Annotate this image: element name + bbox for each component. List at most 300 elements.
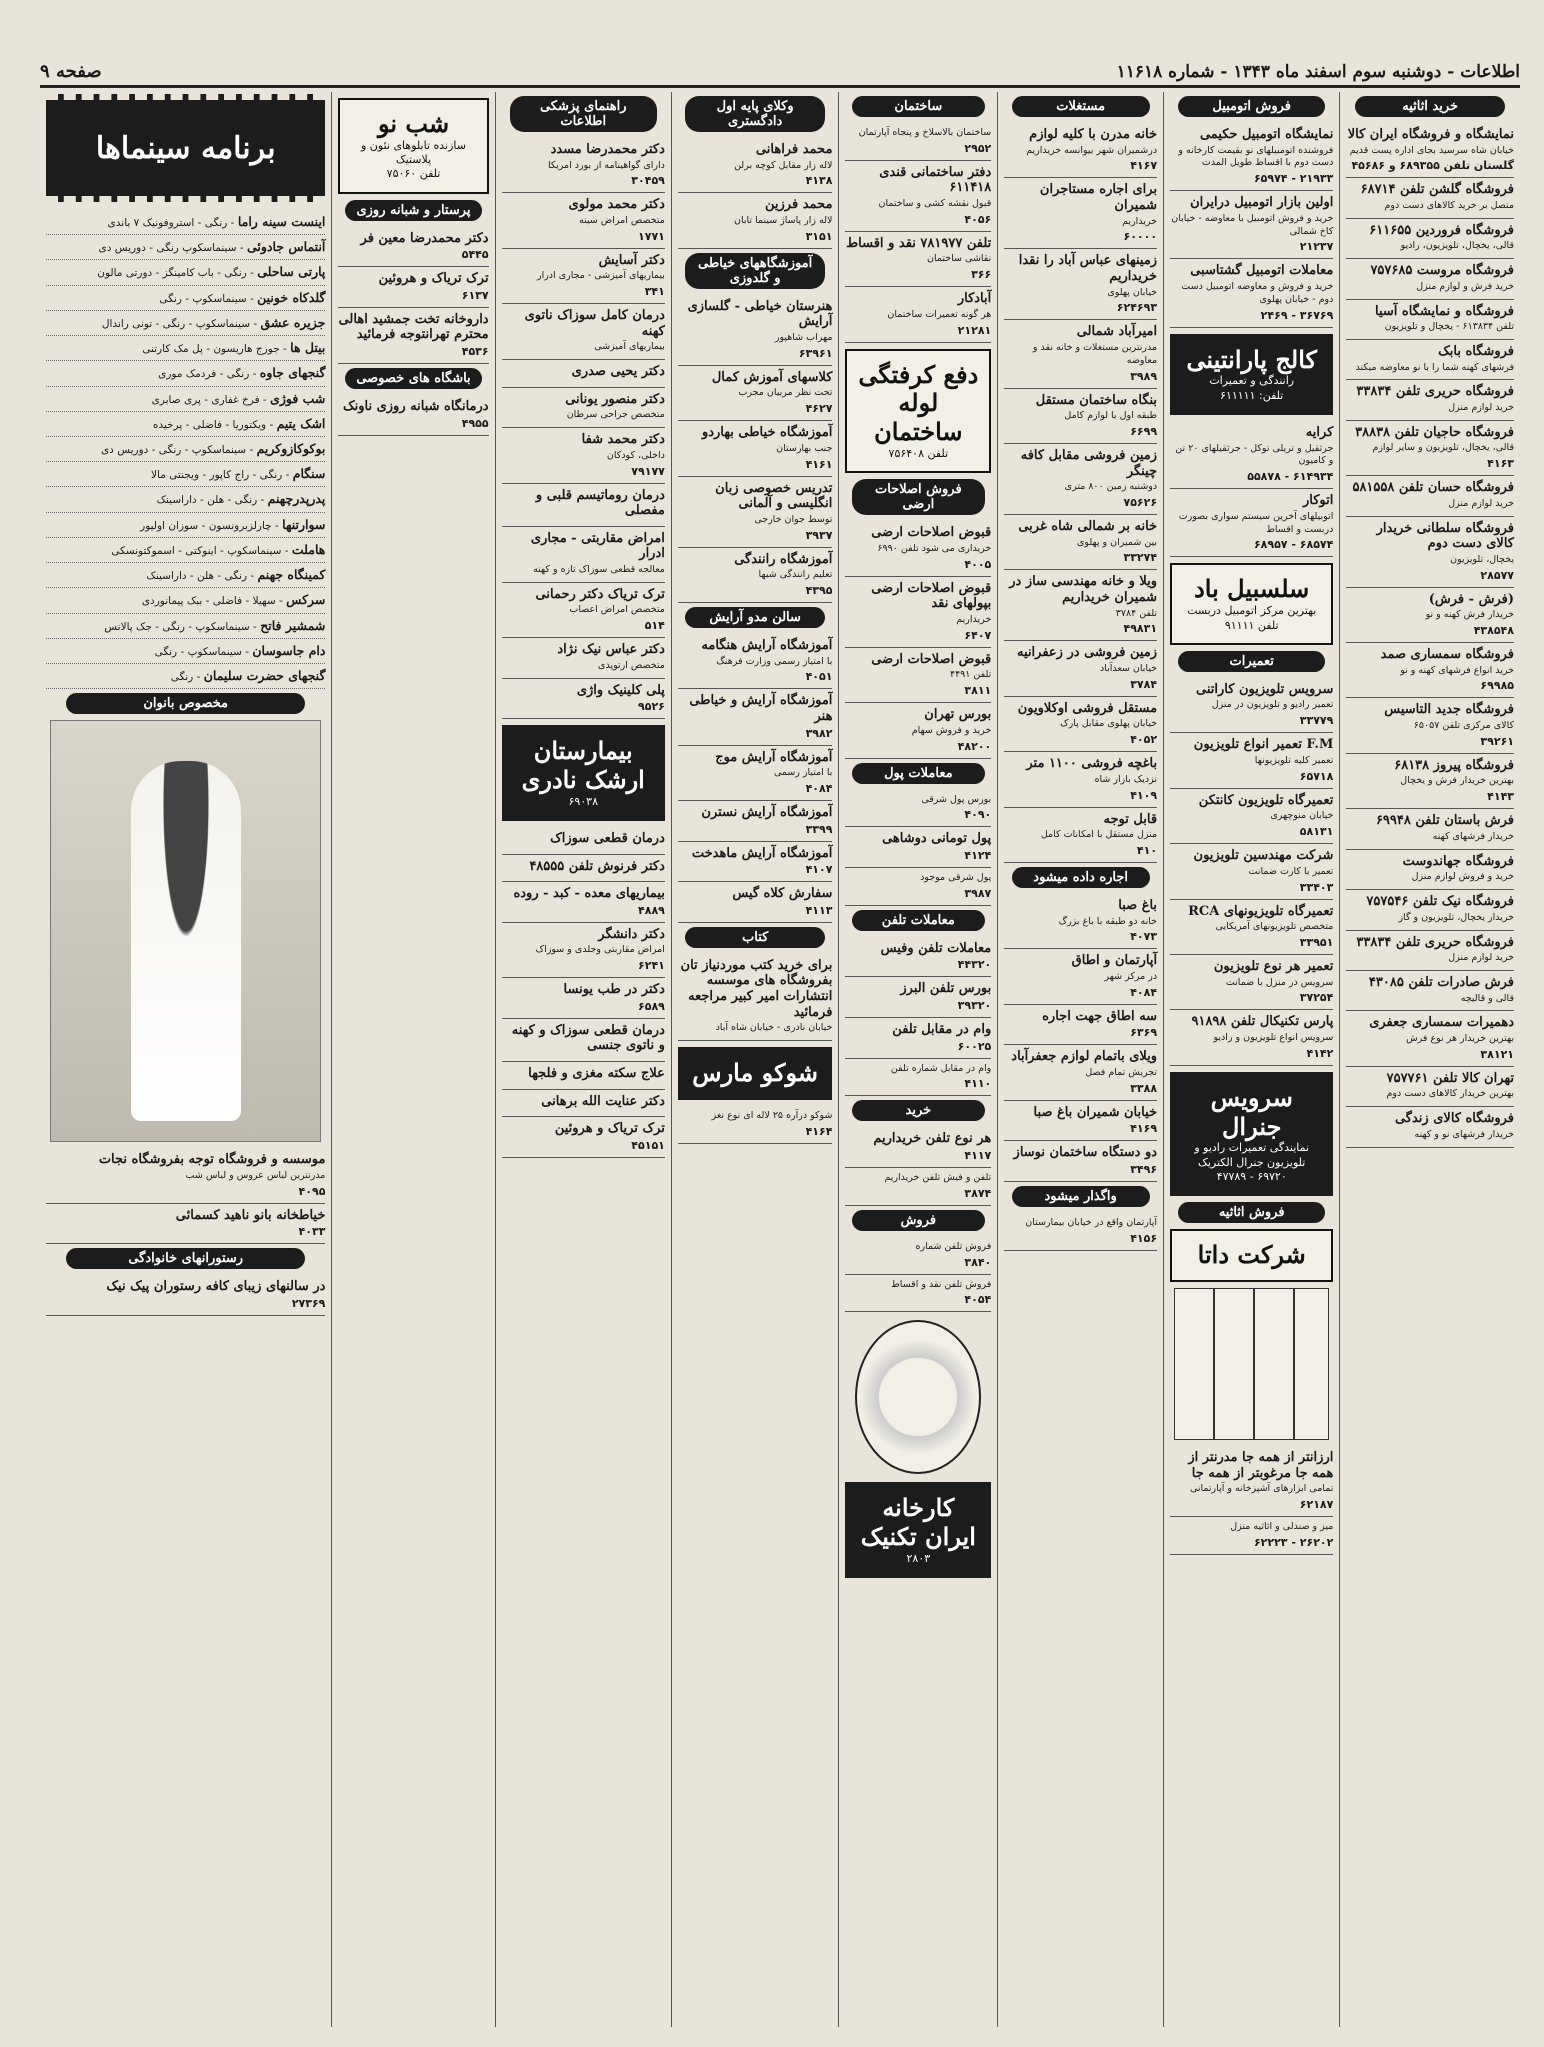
ad-text: متخصص تلویزیونهای آمریکایی — [1215, 921, 1334, 933]
ad-title: فروشگاه نیک تلفن ۷۵۷۵۴۶ — [1366, 894, 1514, 910]
classified-ad — [845, 648, 991, 703]
cinema-details: - رنگی - هلن - داراسینک — [156, 494, 268, 507]
ad-text: خریداری می شود تلفن ۶۹۹۰ — [877, 542, 992, 554]
ad-title: دکتر عنایت الله برهانی — [541, 1093, 665, 1109]
section-heading: آموزشگاههای خیاطی و گلدوزی — [685, 253, 825, 289]
ad-text: متخصص امراض سینه — [578, 215, 665, 226]
classified-ad — [1004, 320, 1157, 388]
classified-ad — [502, 1117, 665, 1158]
classified-ad — [1170, 733, 1333, 788]
classified-ad — [845, 868, 991, 906]
classified-ad — [1004, 123, 1157, 178]
cinema-listing — [46, 437, 325, 462]
classified-ad — [502, 304, 665, 360]
ad-text: متصل بر خرید کالاهای دست دوم — [1384, 200, 1514, 211]
cinema-listing — [46, 235, 325, 260]
display-ad-box — [678, 1047, 833, 1100]
classified-ad — [338, 267, 488, 308]
classified-ad — [1170, 900, 1333, 955]
classified-ad — [1346, 931, 1514, 971]
classified-ad — [1346, 380, 1514, 420]
ad-text: خیابان منوچهری — [1270, 810, 1334, 822]
ad-title: خیابان شمیران باغ صبا — [1033, 1104, 1158, 1120]
ad-phone: ۴۹۵۵ — [461, 416, 489, 430]
ad-phone: ۴۱۶۴ — [805, 1124, 833, 1138]
classified-ad — [845, 1018, 991, 1059]
ad-phone: ۲۸۵۷۷ — [1480, 568, 1514, 582]
classified-ad — [678, 366, 833, 421]
ad-title: برای اجاره مستاجران شمیران — [1039, 182, 1158, 213]
cinema-details: - رنگی - هلن - داراسینک — [146, 570, 258, 583]
ad-text: لاله زار مقابل کوچه برلن — [734, 159, 833, 171]
ad-text: بورس پول شرقی — [921, 793, 992, 805]
ad-title: فروشگاه و نمایشگاه آسیا — [1374, 303, 1514, 319]
ad-phone: ۳۶۷۶۹ - ۲۴۶۹ — [1260, 308, 1334, 322]
ad-title: پارس تکنیکال تلفن ۹۱۸۹۸ — [1191, 1014, 1334, 1030]
columns — [40, 92, 1520, 2027]
column-doctors — [495, 92, 671, 2027]
classified-ad — [678, 882, 833, 923]
classified-ad — [502, 855, 665, 883]
ad-title: ویلا و خانه مهندسی ساز در شمیران خریداریم — [1009, 574, 1158, 606]
classified-ad — [502, 679, 665, 720]
ad-title: درمانگاه شبانه روزی ناونک — [342, 399, 489, 415]
display-ad-box — [1170, 1072, 1333, 1196]
ad-phone: ۴۰۹۵ — [298, 1184, 326, 1198]
ad-title: دکتر فرنوش تلفن ۴۸۵۵۵ — [529, 858, 665, 874]
section-heading: اجاره داده میشود — [1012, 867, 1150, 888]
cinema-listing — [46, 563, 325, 588]
ad-title: تعمیرگاه تلویزیون کانتکن — [1198, 792, 1334, 808]
ad-text: خیابان شاه سرسید بجای اداره پست قدیم — [1349, 144, 1514, 156]
ad-title: فروشگاه فروردین ۶۱۱۶۵۵ — [1369, 222, 1514, 238]
ad-title: آموزشگاه آرایش هنگامه — [701, 638, 833, 654]
display-ad-title: شرکت داتا — [1197, 1240, 1306, 1270]
cinema-listing — [46, 538, 325, 563]
display-ad-box — [502, 725, 665, 821]
ad-title: فروشگاه گلشن تلفن ۶۸۷۱۴ — [1360, 182, 1514, 198]
ad-title: تعمیر هر نوع تلویزیون — [1213, 958, 1334, 974]
ad-title: آموزشگاه آرایش و خیاطی هنر — [689, 693, 833, 725]
column-real-estate — [997, 92, 1163, 2027]
classified-ad — [678, 634, 833, 689]
classified-ad — [845, 287, 991, 342]
ad-title: فروشگاه بابک — [1438, 344, 1514, 360]
classified-ad — [1346, 1067, 1514, 1107]
ad-phone: ۶۵۸۹ — [638, 999, 665, 1013]
cinema-name: اینست سینه راما — [237, 214, 326, 229]
ad-text: میز و صندلی و اثاثیه منزل — [1230, 1521, 1334, 1532]
ad-title: هنرستان خیاطی - گلسازی آرایش — [687, 298, 833, 330]
ad-title: فرش باستان تلفن ۶۹۹۴۸ — [1375, 813, 1514, 829]
ad-title: قبوض اصلاحات ارضی بپولهای نقد — [871, 580, 992, 612]
ad-phone: ۴۰۸۴ — [1130, 985, 1158, 999]
cinema-details: - سینماسکوپ - رنگی - جک پالانس — [104, 620, 261, 633]
ad-phone: ۳۳۹۹ — [805, 822, 833, 836]
ad-text: تعلیم رانندگی شبها — [758, 569, 833, 581]
ad-title: F.M تعمیر انواع تلویزیون — [1193, 737, 1334, 753]
ad-title: فروشگاه کالای زندگی — [1394, 1111, 1514, 1127]
display-ad-text: رانندگی و تعمیرات — [1209, 374, 1295, 388]
ad-text: بیماریهای آمیزشی — [594, 341, 665, 353]
ad-phone: ۴۱۱۳ — [805, 903, 833, 917]
classified-ad — [1346, 517, 1514, 588]
cinema-banner-title: برنامه سینماها — [95, 130, 276, 166]
ad-text: تلفن ۶۱۳۸۳۴ - یخچال و تلویزیون — [1384, 321, 1514, 333]
ad-text: سرویس در منزل با ضمانت — [1225, 976, 1334, 988]
section-heading: تعمیرات — [1178, 651, 1325, 672]
ad-text: خرید و فروش و معاوضه اتومبیل دست دوم - خیابان پهلوی — [1181, 281, 1334, 305]
classified-ad — [678, 138, 833, 193]
ad-title: بورس تلفن البرز — [900, 981, 992, 997]
classified-ad — [502, 484, 665, 527]
ad-phone: ۶۶۹۹ — [1130, 425, 1158, 439]
ad-title: هر نوع تلفن خریداریم — [873, 1131, 992, 1147]
cinema-listing — [46, 487, 325, 512]
ad-text: متخصص امراض اعصاب — [569, 604, 665, 616]
ad-phone: ۴۱۱۷ — [964, 1148, 992, 1162]
ad-phone: ۴۱۶۱ — [805, 457, 833, 471]
ad-phone: ۲۷۳۶۹ — [291, 1296, 326, 1310]
cinema-details: - جورج هاریسون - پل مک کارتنی — [142, 343, 291, 356]
display-ad-box — [845, 349, 991, 474]
display-ad-phone: ۶۹۷۲۰ - ۴۷۷۸۹ — [1216, 1169, 1287, 1183]
ad-title: زمین فروشی در زعفرانیه — [1017, 645, 1158, 661]
masthead-issue: اطلاعات - دوشنبه سوم اسفند ماه ۱۳۴۳ - شماره ۱۱۶۱۸ — [1116, 62, 1520, 82]
column-building — [838, 92, 997, 2027]
ad-title: محمد فرزین — [765, 197, 833, 213]
classified-ad — [502, 388, 665, 428]
ad-title: دفتر ساختمانی قندی ۶۱۱۴۱۸ — [879, 164, 992, 196]
ad-text: سرویس انواع تلویزیون و رادیو — [1213, 1031, 1334, 1043]
classified-ad — [845, 1237, 991, 1275]
ad-text: با امتیاز رسمی وزارت فرهنگ — [716, 655, 833, 667]
cinema-details: - سهیلا - فاضلی - ببک پیمانوردی — [141, 595, 287, 608]
ad-title: اتوکار — [1302, 493, 1334, 509]
ad-text: خرید انواع فرشهای کهنه و نو — [1400, 664, 1514, 676]
ad-title: دکتر منصور یونانی — [565, 391, 665, 407]
ad-phone: ۳۷۸۴ — [1130, 677, 1158, 691]
classified-ad — [1346, 971, 1514, 1011]
ad-title: خانه بر شمالی شاه غربی — [1018, 519, 1158, 535]
display-ad-box — [1170, 563, 1333, 644]
ad-phone: ۳۶۶ — [971, 268, 992, 282]
ad-title: فروشگاه جهاندوست — [1402, 853, 1514, 869]
cinema-listing — [46, 664, 325, 689]
cinema-details: - سینماسکوپ رنگی - دوریس دی — [98, 242, 247, 255]
ad-text: امراض مقاربتی وجلدی و سوزاک — [535, 944, 665, 956]
ad-phone: ۳۳۸۸ — [1130, 1081, 1158, 1095]
classified-ad — [678, 746, 833, 801]
classified-ad — [845, 1168, 991, 1206]
ad-text: قالی، یخچال، تلویزیون و سایر لوازم — [1372, 442, 1514, 454]
classified-ad — [1346, 421, 1514, 476]
ad-title: تدریس خصوصی زبان انگلیسی و آلمانی — [715, 480, 833, 512]
ad-phone: ۵۸۱۳۱ — [1299, 825, 1334, 839]
classified-ad — [46, 1204, 325, 1245]
cinema-name: بوکوکازوکریم — [256, 440, 326, 456]
ad-text: خریداریم — [956, 613, 992, 625]
cinema-details: - سینماسکوپ - رنگی - دوریس دی — [100, 443, 257, 456]
ad-text: توسط جوان خارجی — [754, 513, 833, 525]
ad-phone: ۵۱۴ — [644, 619, 665, 633]
classified-ad — [845, 123, 991, 161]
ad-phone: ۴۰۰۵ — [964, 557, 992, 571]
section-heading: معاملات پول — [852, 763, 985, 784]
ad-text: خرید فرش و لوازم منزل — [1416, 280, 1514, 292]
classified-ad — [678, 477, 833, 548]
cinema-listing — [46, 387, 325, 412]
ad-title: درمان روماتیسم قلبی و مفصلی — [535, 487, 665, 519]
ad-title: کلاسهای آموزش کمال — [711, 369, 833, 385]
ad-text: طبقه اول با لوازم کامل — [1064, 410, 1158, 422]
ad-phone: ۳۳۲۷۴ — [1123, 551, 1158, 565]
ad-title: فروشگاه مروست ۷۵۷۶۸۵ — [1370, 263, 1514, 279]
ad-phone: ۶۲۴۶۹۳ — [1116, 301, 1158, 315]
classified-ad — [1346, 1107, 1514, 1147]
ad-title: فروشگاه حسان تلفن ۵۸۱۵۵۸ — [1352, 480, 1514, 496]
ad-phone: گلستان تلفن ۶۸۹۳۵۵ و ۴۵۶۸۶ — [1351, 159, 1514, 173]
ad-phone: ۴۱۴۲ — [1306, 1046, 1334, 1060]
bride-figure — [131, 761, 241, 1121]
cinema-listing — [46, 361, 325, 386]
cinema-name: هاملت — [291, 541, 326, 557]
ad-phone: ۱۷۷۱ — [638, 229, 665, 243]
ad-text: درشمیران شهر بیوانسه خریداریم — [1026, 144, 1158, 156]
classified-ad — [502, 978, 665, 1019]
ad-title: دکتر عباس نیک نژاد — [557, 642, 665, 658]
cinema-name: سنگام — [292, 466, 326, 482]
ad-text: مدرنترین لباس عروس و لباس شب — [185, 1169, 326, 1181]
ad-title: دکتر محمدرضا معین فر — [360, 230, 489, 246]
ad-text: کالای مرکزی تلفن ۶۵۰۵۷ — [1413, 720, 1514, 732]
ad-title: سفارش کلاه گیس — [732, 886, 833, 902]
classified-ad — [1004, 570, 1157, 641]
display-ad-title: سرویس جنرال — [1210, 1082, 1293, 1141]
display-ad-phone: تلفن ۹۱۱۱۱ — [1224, 618, 1279, 632]
ad-phone: ۴۱۶۳ — [1487, 457, 1514, 471]
classified-ad — [1170, 678, 1333, 733]
ad-text: پول شرقی موجود — [920, 871, 992, 883]
cinema-details: - رنگی - استروفونیک ۷ باندی — [107, 217, 238, 229]
classified-ad — [1346, 178, 1514, 218]
ad-text: دوشنبه زمین ۸۰۰ متری — [1064, 481, 1158, 493]
ad-title: فرش صادرات تلفن ۴۳۰۸۵ — [1368, 974, 1514, 990]
ad-title: ترک تریاک و هروئین — [554, 1121, 665, 1137]
display-ad-phone: ۲۸۰۳ — [906, 1551, 931, 1565]
ad-text: مدرنترین مستغلات و خانه نقد و معاوضه — [1032, 342, 1158, 366]
classified-ad — [1004, 697, 1157, 752]
cinema-listing — [46, 412, 325, 437]
ad-phone: ۴۳۹۵ — [805, 584, 833, 598]
ad-phone: ۳۹۳۲۰ — [957, 998, 992, 1012]
classified-ad — [502, 882, 665, 923]
cinema-details: - رنگی — [170, 670, 204, 683]
display-ad-box — [1170, 1229, 1333, 1282]
classified-ad — [678, 801, 833, 842]
ad-phone: ۴۱۶۷ — [1130, 159, 1158, 173]
ad-title: شرکت مهندسین تلویزیون — [1193, 848, 1334, 864]
classified-ad — [1004, 752, 1157, 807]
classified-ad — [1346, 809, 1514, 849]
ad-title: فروشگاه سلطانی خریدار کالای دست دوم — [1376, 520, 1514, 552]
ad-phone: ۴۸۸۹ — [638, 903, 665, 917]
ad-phone: ۴۰۵۱ — [805, 670, 833, 684]
classified-ad — [502, 583, 665, 638]
ad-text: قبول نقشه کشی و ساختمان — [878, 198, 992, 209]
ad-text: خرید لوازم منزل — [1448, 402, 1514, 414]
ad-text: داخلی، کودکان — [606, 449, 665, 461]
ad-text: دارای گواهینامه از بورد امریکا — [548, 159, 665, 171]
ad-phone: ۴۱۴۳ — [1487, 790, 1514, 804]
ad-text: منزل مستقل با امکانات کامل — [1040, 829, 1158, 841]
classified-ad — [338, 308, 488, 364]
ad-text: متخصص جراحی سرطان — [566, 409, 665, 421]
furniture-illustration — [1174, 1288, 1329, 1440]
ad-phone: ۴۰۵۶ — [964, 212, 992, 226]
ad-phone: ۴۱۰ — [1136, 844, 1158, 858]
cinema-name: گنجهای جاوه — [259, 365, 326, 381]
column-misc — [331, 92, 494, 2027]
classified-ad — [502, 249, 665, 304]
ad-phone: ۳۸۱۲۱ — [1480, 1047, 1514, 1061]
classified-ad — [845, 1059, 991, 1097]
ad-phone: ۳۸۷۴ — [964, 1186, 992, 1200]
ad-title: ترک تریاک و هروئین — [378, 271, 489, 287]
classified-ad — [46, 1275, 325, 1316]
cinema-details: - چارلزبرونسون - سوزان اولیور — [140, 519, 283, 532]
classified-ad — [678, 295, 833, 366]
ad-phone: ۲۹۵۲ — [964, 141, 992, 155]
ad-title: بنگاه ساختمان مستقل — [1035, 392, 1158, 408]
classified-ad — [1004, 515, 1157, 570]
section-heading: خرید اثاثیه — [1355, 96, 1505, 117]
cinema-details: - رنگی - فردمک موری — [158, 368, 260, 381]
ad-text: بهترین خریدار کالاهای دست دوم — [1386, 1088, 1514, 1100]
ad-title: بورس تهران — [924, 707, 992, 723]
display-ad-box — [338, 98, 488, 194]
ad-title: دکتر در طب یونسا — [563, 982, 665, 998]
cinema-name: پدرپدرچهنم — [267, 491, 326, 507]
ad-text: تعمیر رادیو و تلویزیون در منزل — [1211, 699, 1334, 711]
classified-ad — [1170, 844, 1333, 899]
ad-phone: ۳۸۴۰ — [964, 1255, 992, 1269]
ad-phone: ۶۲۴۱ — [638, 959, 665, 973]
ad-phone: ۴۱۲۴ — [964, 848, 992, 862]
classified-ad — [502, 1019, 665, 1062]
cinema-details: - سینماسکوپ - رنگی — [154, 645, 253, 658]
ad-title: خانه مدرن با کلیه لوازم — [1029, 127, 1158, 142]
classified-ad — [845, 937, 991, 978]
ad-title: آموزشگاه آرایش ماهدخت — [691, 845, 833, 861]
ad-phone: ۳۹۸۷ — [964, 886, 992, 900]
classified-ad — [1004, 641, 1157, 696]
classified-ad — [1004, 808, 1157, 863]
ad-title: دکتر یحیی صدری — [571, 364, 665, 380]
ad-phone: ۴۱۶۹ — [1130, 1122, 1158, 1136]
ad-phone: ۶۸۵۷۴ - ۶۸۹۵۷ — [1253, 538, 1334, 552]
ad-text: خریدار یخچال، تلویزیون و گاز — [1398, 911, 1514, 923]
ad-title: داروخانه تخت جمشید اهالی محترم تهرانتوجه فرمائید — [338, 311, 489, 343]
cinema-name: گلدکاه خونین — [257, 289, 326, 305]
classified-ad — [1170, 421, 1333, 489]
classified-ad — [1346, 1011, 1514, 1066]
ad-title: معاملات تلفن وفیس — [880, 940, 992, 956]
display-ad-title: شب نو — [377, 109, 450, 138]
classified-ad — [1346, 643, 1514, 698]
ad-title: دکتر محمد مولوی — [568, 197, 665, 213]
classified-ad — [1004, 389, 1157, 444]
ad-title: فروشگاه پیروز ۶۸۱۳۸ — [1394, 757, 1514, 773]
ad-title: معاملات اتومبیل گشتاسبی — [1190, 263, 1334, 279]
classified-ad — [1004, 1213, 1157, 1251]
ad-phone: ۳۹۸۹ — [1130, 369, 1158, 383]
classified-ad — [1170, 789, 1333, 844]
ad-phone: ۳۸۱۱ — [964, 684, 992, 698]
ad-title: درمان کامل سوزاک ناتوی کهنه — [524, 308, 665, 339]
ad-title: خیاطخانه بانو ناهید کسمائی — [175, 1207, 326, 1223]
ad-phone: ۶۱۳۷ — [461, 288, 489, 302]
classified-ad — [678, 954, 833, 1041]
classified-ad — [1170, 123, 1333, 191]
classified-ad — [1004, 249, 1157, 320]
classified-ad — [1004, 444, 1157, 515]
ad-text: جنب بهارستان — [776, 442, 833, 454]
classified-ad — [845, 1127, 991, 1168]
classified-ad — [845, 161, 991, 232]
classified-ad — [1346, 476, 1514, 516]
ad-title: دکتر آسایش — [598, 252, 665, 268]
display-ad-text: سازنده تابلوهای نئون و پلاستیک — [361, 138, 466, 167]
ad-title: محمد فراهانی — [755, 142, 833, 157]
classified-ad — [845, 521, 991, 576]
cinema-name: پارتی ساحلی — [257, 264, 326, 280]
classified-ad — [1004, 178, 1157, 249]
display-ad-box — [1170, 334, 1333, 415]
section-heading: فروش اثاثیه — [1178, 1202, 1325, 1223]
classified-ad — [502, 638, 665, 678]
ad-title: آپارتمان و اطاق — [1071, 953, 1158, 969]
ad-text: در مرکز شهر — [1104, 971, 1158, 983]
ad-phone: ۴۱۱۰ — [964, 1077, 992, 1091]
ad-title: نمایشگاه و فروشگاه ایران کالا — [1347, 127, 1514, 142]
ad-text: خیابان نادری - خیابان شاه آباد — [715, 1022, 833, 1034]
ad-text: تعمیر کلیه تلویزیونها — [1254, 754, 1334, 766]
cinema-details: - سینماسکوپ - اینوکتی - اسموکتونسکی — [111, 544, 292, 557]
ad-title: سه اطاق جهت اجاره — [1042, 1008, 1158, 1024]
ad-title: فروشگاه حریری تلفن ۳۳۸۳۴ — [1356, 384, 1514, 400]
classified-ad — [678, 421, 833, 476]
ad-title: زمینهای عباس آباد را نقدا خریداریم — [1018, 253, 1158, 284]
ad-text: خرید و فروش سهام — [911, 724, 992, 736]
classified-ad — [1170, 191, 1333, 259]
ad-text: نقاشی ساختمان — [927, 253, 992, 265]
classified-ad — [845, 827, 991, 868]
cinema-details: - رنگی - راج کاپور - ویجنتی مالا — [151, 469, 293, 482]
display-ad-phone: تلفن ۷۵۶۴۰۸ — [888, 447, 949, 461]
ad-phone: ۴۱۵۶ — [1130, 1231, 1158, 1245]
emblem-image — [855, 1320, 981, 1474]
ad-text: لاله زار پاساژ سینما تابان — [734, 215, 833, 226]
ad-text: اتوبیلهای آخرین سیستم سواری بصورت دربست و اقساط — [1178, 510, 1334, 535]
display-ad-box — [845, 1482, 991, 1578]
ad-phone: ۳۴۹۶ — [1130, 1163, 1158, 1177]
section-heading: فروش — [852, 1210, 985, 1231]
cinema-name: جزیره عشق — [260, 314, 326, 330]
ad-phone: ۳۳۹۵۱ — [1299, 935, 1334, 949]
ad-phone: ۴۸۲۰۰ — [957, 739, 992, 753]
cinema-listing — [46, 639, 325, 664]
